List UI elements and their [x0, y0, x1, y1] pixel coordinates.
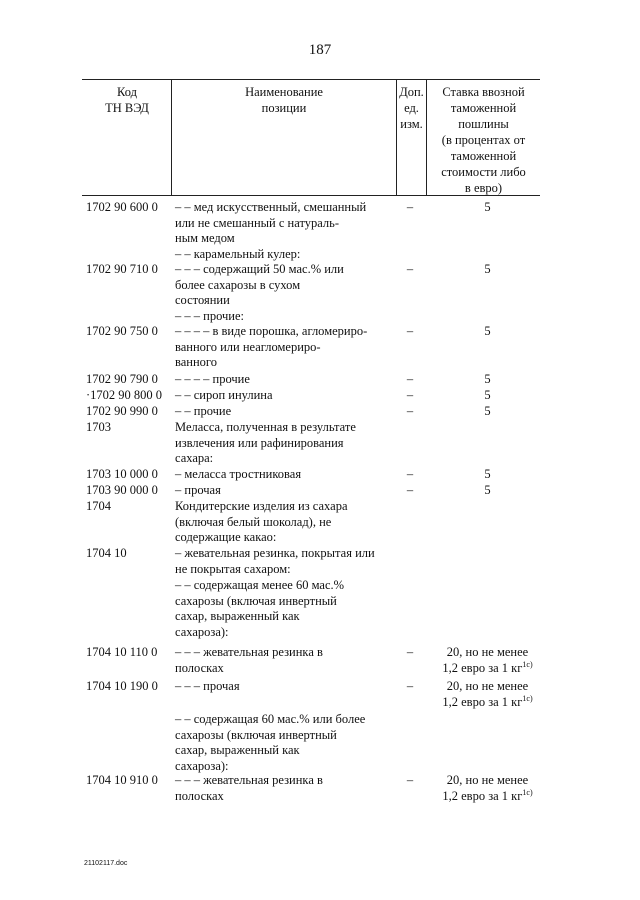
row-code: 1703: [86, 420, 111, 434]
row-code: 1704 10: [86, 546, 127, 560]
row-code: ·1702 90 800 0: [86, 388, 163, 402]
row-unit: –: [406, 388, 414, 402]
header-unit: Доп. ед. изм.: [399, 85, 424, 131]
header-code: Код ТН ВЭД: [105, 85, 149, 115]
row-rate: 20, но не менее 1,2 евро за 1 $кг^{1с)}$: [442, 679, 533, 709]
row-name: – – – прочие:: [175, 309, 244, 323]
row-name: – – – – прочие: [175, 372, 250, 386]
row-name: Меласса, полученная в результате извлечения или рафинирования сахара:: [175, 420, 356, 466]
row-unit: –: [406, 200, 414, 214]
row-unit: –: [406, 773, 414, 787]
row-unit: –: [406, 483, 414, 497]
row-code: 1702 90 600 0: [86, 200, 158, 214]
row-name: – – – содержащий 50 мас.% или более сахарозы в сухом состоянии: [175, 262, 344, 308]
header-name: Наименование позиции: [245, 85, 323, 115]
row-rate: 5: [484, 262, 491, 276]
row-name: – жевательная резинка, покрытая или не покрытая сахаром:: [175, 546, 375, 576]
row-rate: 5: [484, 372, 491, 386]
row-code: 1702 90 990 0: [86, 404, 158, 418]
row-rate: 5: [484, 483, 491, 497]
row-name: – меласса тростниковая: [175, 467, 302, 481]
header-rate: Ставка ввозной таможенной пошлины (в процентах от таможенной стоимости либо в евро): [441, 85, 526, 195]
row-name: – – содержащая менее 60 мас.% сахарозы (включая инвертный сахар, выраженный как сахароза):: [175, 578, 345, 639]
row-unit: –: [406, 679, 414, 693]
row-code: 1704 10 190 0: [86, 679, 158, 693]
row-name: – – сироп инулина: [175, 388, 273, 402]
row-name: – – – жевательная резинка в полосках: [175, 773, 323, 803]
row-code: 1704: [86, 499, 111, 513]
row-unit: –: [406, 404, 414, 418]
row-unit: –: [406, 645, 414, 659]
footnote-ref: 1с): [522, 693, 533, 703]
row-name: – – – прочая: [175, 679, 240, 693]
footnote-ref: 1с): [522, 787, 533, 797]
row-code: 1704 10 910 0: [86, 773, 158, 787]
row-unit: –: [406, 324, 414, 338]
footnote-ref: 1с): [522, 659, 533, 669]
row-rate: 5: [484, 404, 491, 418]
row-name: – – мед искусственный, смешанный или не смешанный с натураль- ным медом: [175, 200, 367, 246]
row-name: – – карамельный кулер:: [175, 247, 301, 261]
row-code: 1702 90 790 0: [86, 372, 158, 386]
row-rate: 5: [484, 324, 491, 338]
row-code: 1702 90 750 0: [86, 324, 158, 338]
row-code: 1702 90 710 0: [86, 262, 158, 276]
row-rate: 5: [484, 467, 491, 481]
row-unit: –: [406, 372, 414, 386]
row-code: 1703 90 000 0: [86, 483, 158, 497]
footer-filename: 21102117.doc: [84, 860, 128, 867]
row-name: – прочая: [175, 483, 221, 497]
row-code: 1703 10 000 0: [86, 467, 158, 481]
row-code: 1704 10 110 0: [86, 645, 158, 659]
row-unit: –: [406, 467, 414, 481]
page-number: 187: [308, 42, 332, 58]
row-name: – – содержащая 60 мас.% или более сахарозы (включая инвертный сахар, выраженный как сахароза):: [175, 712, 366, 773]
row-name: – – прочие: [175, 404, 232, 418]
row-name: – – – – в виде порошка, агломериро- ванного или неагломериро- ванного: [175, 324, 368, 370]
row-name: – – – жевательная резинка в полосках: [175, 645, 323, 675]
row-rate: 5: [484, 200, 491, 214]
row-unit: –: [406, 262, 414, 276]
row-rate: 20, но не менее 1,2 евро за 1 $кг^{1с)}$: [442, 645, 533, 675]
row-name: Кондитерские изделия из сахара (включая белый шоколад), не содержащие какао:: [175, 499, 348, 545]
row-rate: 5: [484, 388, 491, 402]
row-rate: 20, но не менее 1,2 евро за 1 $кг^{1с)}$: [442, 773, 533, 803]
